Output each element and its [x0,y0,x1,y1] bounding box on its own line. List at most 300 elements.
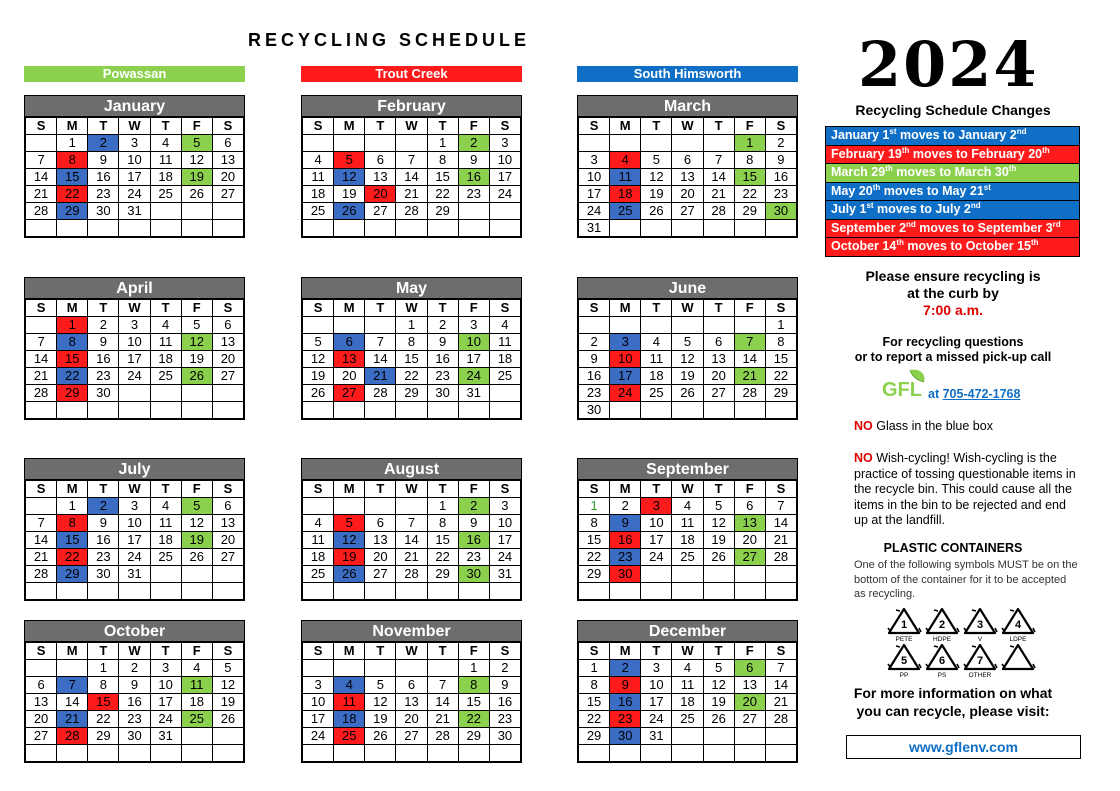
empty-cell [610,135,641,152]
day-cell: 30 [88,203,119,220]
weekday-header: F [734,118,765,135]
day-cell: 4 [641,334,672,351]
day-cell: 21 [765,694,796,711]
empty-cell [672,566,703,583]
day-cell: 23 [489,711,520,728]
day-cell: 8 [579,677,610,694]
day-cell: 19 [672,368,703,385]
day-cell: 26 [334,203,365,220]
day-cell: 13 [734,677,765,694]
empty-cell [181,583,212,600]
day-cell: 3 [579,152,610,169]
day-cell: 16 [88,532,119,549]
empty-cell [181,220,212,237]
day-cell: 13 [212,334,243,351]
legend-powassan: Powassan [24,66,245,82]
day-cell: 18 [672,532,703,549]
month-name: November [302,621,521,642]
weekday-header: T [88,643,119,660]
day-cell: 7 [765,498,796,515]
month-name: August [302,459,521,480]
weekday-header: T [703,481,734,498]
day-cell: 30 [765,203,796,220]
empty-cell [365,317,396,334]
month-name: June [578,278,797,299]
month-name: May [302,278,521,299]
weekday-header: S [489,300,520,317]
empty-cell [365,660,396,677]
day-cell: 8 [57,152,88,169]
change-b: moves to February 20 [909,146,1043,161]
empty-cell [427,220,458,237]
month-december [577,620,798,763]
day-cell: 28 [427,728,458,745]
day-cell: 11 [489,334,520,351]
day-cell: 28 [26,566,57,583]
day-cell: 4 [489,317,520,334]
empty-cell [765,566,796,583]
weekday-header: S [489,118,520,135]
day-cell: 3 [303,677,334,694]
empty-cell [181,728,212,745]
day-cell: 16 [88,351,119,368]
weekday-header: S [765,481,796,498]
day-cell: 6 [703,334,734,351]
day-cell: 27 [734,549,765,566]
weekday-header: F [734,300,765,317]
month-october [24,620,245,763]
day-cell: 4 [610,152,641,169]
day-cell: 6 [734,660,765,677]
day-cell: 28 [765,549,796,566]
weekday-header: T [641,643,672,660]
day-cell: 26 [212,711,243,728]
day-cell: 30 [119,728,150,745]
day-cell: 24 [610,385,641,402]
day-cell: 15 [57,351,88,368]
empty-cell [396,135,427,152]
day-cell: 28 [765,711,796,728]
weekday-header: M [57,481,88,498]
day-cell: 17 [458,351,489,368]
day-cell: 31 [489,566,520,583]
day-cell: 2 [579,334,610,351]
day-cell: 29 [427,566,458,583]
day-cell: 9 [427,334,458,351]
day-cell: 20 [365,549,396,566]
wish-cycling-notice [854,451,1076,529]
day-cell: 17 [641,532,672,549]
weekday-header: T [641,118,672,135]
day-cell: 16 [88,169,119,186]
day-cell: 24 [119,549,150,566]
empty-cell [489,203,520,220]
day-cell: 31 [150,728,181,745]
day-cell: 7 [26,334,57,351]
empty-cell [641,135,672,152]
day-cell: 25 [150,368,181,385]
empty-cell [119,402,150,419]
day-cell: 28 [734,385,765,402]
day-cell: 14 [26,532,57,549]
empty-cell [119,745,150,762]
day-cell: 23 [579,385,610,402]
month-name: January [25,96,244,117]
day-cell: 25 [303,203,334,220]
day-cell: 12 [641,169,672,186]
empty-cell [57,583,88,600]
weekday-header: T [88,118,119,135]
day-cell: 3 [610,334,641,351]
day-cell: 21 [26,186,57,203]
day-cell: 8 [734,152,765,169]
empty-cell [427,402,458,419]
day-cell: 19 [334,549,365,566]
day-cell: 17 [119,351,150,368]
day-cell: 9 [489,677,520,694]
day-cell: 7 [734,334,765,351]
weekday-header: S [765,300,796,317]
day-cell: 24 [579,203,610,220]
questions-line-1: For recycling questions [882,335,1024,349]
day-cell: 13 [334,351,365,368]
empty-cell [765,220,796,237]
weekday-header: S [579,643,610,660]
day-cell: 12 [212,677,243,694]
day-cell: 15 [88,694,119,711]
day-cell: 20 [734,532,765,549]
day-cell: 23 [458,186,489,203]
empty-cell [365,135,396,152]
empty-cell [150,566,181,583]
weekday-header: T [703,643,734,660]
day-cell: 9 [610,677,641,694]
day-cell: 8 [57,515,88,532]
schedule-change-row [826,146,1079,165]
empty-cell [303,498,334,515]
day-cell: 29 [57,385,88,402]
day-cell: 10 [641,677,672,694]
day-cell: 13 [396,694,427,711]
empty-cell [703,728,734,745]
weekday-header: W [396,118,427,135]
weekday-header: M [57,643,88,660]
recycle-triangle-icon [924,642,960,672]
day-cell: 11 [150,334,181,351]
change-a-sup: st [889,127,897,136]
empty-cell [396,498,427,515]
day-cell: 9 [458,152,489,169]
empty-cell [641,745,672,762]
day-cell: 30 [489,728,520,745]
symbol-number: 5 [900,655,908,667]
day-cell: 29 [427,203,458,220]
empty-cell [365,583,396,600]
day-cell: 26 [703,711,734,728]
day-cell: 11 [303,169,334,186]
empty-cell [734,317,765,334]
day-cell: 12 [181,515,212,532]
weekday-header: F [181,118,212,135]
day-cell: 5 [703,660,734,677]
empty-cell [489,402,520,419]
day-cell: 5 [181,498,212,515]
empty-cell [334,498,365,515]
weekday-header: S [579,300,610,317]
day-cell: 29 [88,728,119,745]
empty-cell [489,745,520,762]
empty-cell [734,745,765,762]
day-cell: 6 [212,498,243,515]
empty-cell [334,317,365,334]
more-info-line-2: you can recycle, please visit: [856,703,1050,719]
day-cell: 29 [765,385,796,402]
day-cell: 18 [334,711,365,728]
day-cell: 22 [765,368,796,385]
day-cell: 16 [610,532,641,549]
phone-prefix: at [928,387,943,401]
day-cell: 21 [734,368,765,385]
day-cell: 2 [458,498,489,515]
day-cell: 26 [365,728,396,745]
day-cell: 10 [150,677,181,694]
empty-cell [703,220,734,237]
weekday-header: S [212,481,243,498]
day-cell: 31 [579,220,610,237]
day-cell: 16 [458,169,489,186]
day-cell: 8 [57,334,88,351]
day-cell: 10 [119,152,150,169]
day-cell: 24 [489,186,520,203]
day-cell: 2 [458,135,489,152]
legend-trout-creek: Trout Creek [301,66,522,82]
day-cell: 20 [212,532,243,549]
empty-cell [26,498,57,515]
weekday-header: S [26,643,57,660]
empty-cell [734,583,765,600]
empty-cell [212,583,243,600]
empty-cell [334,660,365,677]
weekday-header: M [57,118,88,135]
day-cell: 22 [579,549,610,566]
empty-cell [365,745,396,762]
day-cell: 13 [212,152,243,169]
day-cell: 18 [150,532,181,549]
empty-cell [396,745,427,762]
empty-cell [303,220,334,237]
day-cell: 8 [765,334,796,351]
day-cell: 6 [334,334,365,351]
change-b-sup: th [1008,164,1017,173]
day-cell: 18 [150,351,181,368]
day-cell: 31 [119,566,150,583]
empty-cell [672,583,703,600]
empty-cell [303,135,334,152]
legend-south-himsworth: South Himsworth [577,66,798,82]
day-cell: 26 [672,385,703,402]
weekday-header: F [181,643,212,660]
no-glass-notice [854,419,993,433]
day-cell: 16 [765,169,796,186]
day-cell: 22 [57,368,88,385]
symbol-number: 1 [900,619,908,631]
day-cell: 1 [458,660,489,677]
day-cell: 6 [26,677,57,694]
day-cell: 9 [119,677,150,694]
day-cell: 18 [610,186,641,203]
day-cell: 2 [88,498,119,515]
weekday-header: S [579,118,610,135]
day-cell: 27 [365,203,396,220]
day-cell: 10 [303,694,334,711]
phone-link[interactable]: 705-472-1768 [942,387,1021,401]
day-cell: 10 [458,334,489,351]
day-cell: 28 [703,203,734,220]
day-cell: 7 [57,677,88,694]
weekday-header: F [458,643,489,660]
empty-cell [703,317,734,334]
empty-cell [212,385,243,402]
month-february [301,95,522,238]
change-a: January 1 [831,128,890,142]
day-cell: 7 [396,515,427,532]
day-cell: 27 [365,566,396,583]
empty-cell [212,745,243,762]
day-cell: 7 [365,334,396,351]
weekday-header: T [150,643,181,660]
empty-cell [303,745,334,762]
day-cell: 5 [365,677,396,694]
day-cell: 22 [579,711,610,728]
day-cell: 29 [579,728,610,745]
weekday-header: F [458,300,489,317]
month-march [577,95,798,238]
empty-cell [610,317,641,334]
day-cell: 8 [396,334,427,351]
month-august [301,458,522,601]
schedule-change-row [826,164,1079,183]
weekday-header: S [765,643,796,660]
wish-text: Wish-cycling! Wish-cycling is the practice of tossing questionable items in the recycle bin. This could cause all the items in the bin to be rejected and end up at the landfill. [854,451,1076,527]
day-cell: 14 [765,515,796,532]
recycle-triangle-icon [924,606,960,636]
day-cell: 17 [119,169,150,186]
curb-line-1: Please ensure recycling is [865,268,1041,284]
day-cell: 8 [427,515,458,532]
gfl-leaf-icon [880,366,930,402]
day-cell: 10 [641,515,672,532]
day-cell: 15 [57,532,88,549]
empty-cell [458,583,489,600]
symbol-label: V [977,636,983,643]
day-cell: 14 [26,169,57,186]
recycle-triangle-icon [962,642,998,672]
day-cell: 12 [181,152,212,169]
empty-cell [458,220,489,237]
day-cell: 15 [427,532,458,549]
schedule-changes-list [825,126,1080,257]
day-cell: 15 [734,169,765,186]
day-cell: 2 [88,135,119,152]
day-cell: 7 [765,660,796,677]
day-cell: 17 [641,694,672,711]
day-cell: 12 [703,515,734,532]
weekday-header: F [734,481,765,498]
day-cell: 14 [365,351,396,368]
day-cell: 30 [88,385,119,402]
weekday-header: S [303,118,334,135]
day-cell: 23 [427,368,458,385]
day-cell: 1 [427,135,458,152]
weekday-header: S [212,643,243,660]
empty-cell [26,220,57,237]
wish-no: NO [854,451,873,465]
weekday-header: W [396,481,427,498]
day-cell: 3 [458,317,489,334]
empty-cell [396,402,427,419]
day-cell: 14 [396,169,427,186]
day-cell: 10 [119,515,150,532]
day-cell: 17 [303,711,334,728]
empty-cell [334,135,365,152]
empty-cell [212,566,243,583]
day-cell: 21 [365,368,396,385]
day-cell: 19 [212,694,243,711]
empty-cell [88,220,119,237]
day-cell: 19 [703,694,734,711]
day-cell: 23 [88,549,119,566]
empty-cell [641,220,672,237]
day-cell: 12 [334,169,365,186]
changes-title: Recycling Schedule Changes [855,102,1051,118]
weekday-header: T [703,300,734,317]
day-cell: 2 [765,135,796,152]
day-cell: 3 [641,498,672,515]
day-cell: 4 [150,498,181,515]
change-a: February 19 [831,146,902,161]
day-cell: 12 [181,334,212,351]
day-cell: 2 [88,317,119,334]
empty-cell [610,402,641,419]
day-cell: 12 [303,351,334,368]
day-cell: 4 [150,317,181,334]
empty-cell [57,402,88,419]
weekday-header: T [150,300,181,317]
empty-cell [181,566,212,583]
day-cell: 25 [303,566,334,583]
day-cell: 12 [672,351,703,368]
day-cell: 21 [765,532,796,549]
day-cell: 14 [26,351,57,368]
website-link[interactable]: www.gflenv.com [846,735,1081,759]
change-b: moves to January 2 [896,128,1017,142]
empty-cell [26,660,57,677]
weekday-header: T [427,118,458,135]
day-cell: 15 [765,351,796,368]
weekday-header: S [579,481,610,498]
change-a: March 29 [831,165,886,179]
day-cell: 6 [212,135,243,152]
empty-cell [150,203,181,220]
day-cell: 21 [427,711,458,728]
day-cell: 4 [334,677,365,694]
empty-cell [26,135,57,152]
weekday-header: T [427,300,458,317]
day-cell: 6 [365,152,396,169]
weekday-header: T [641,481,672,498]
weekday-header: F [458,118,489,135]
day-cell: 2 [610,498,641,515]
